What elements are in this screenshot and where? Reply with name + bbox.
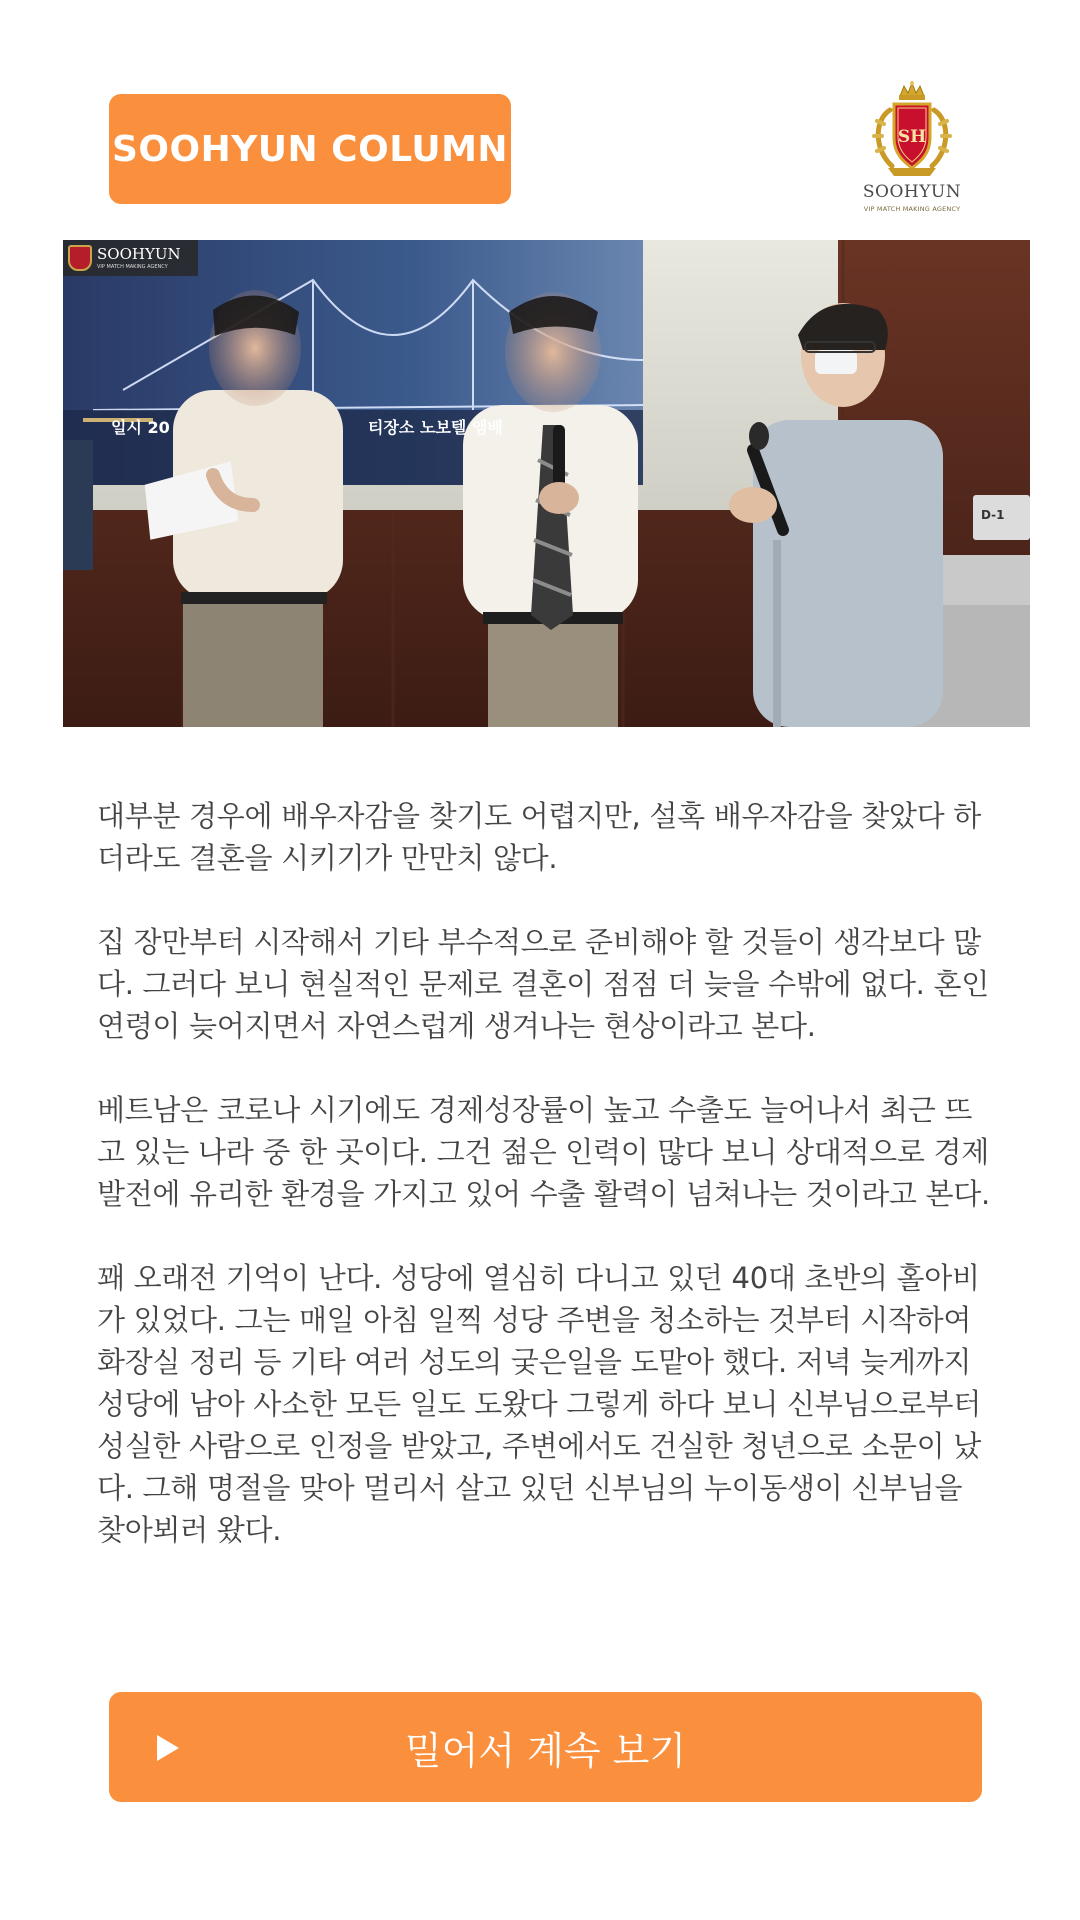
brand-name: SOOHYUN [862,182,962,202]
photo-watermark [63,240,198,276]
watermark-name: SOOHYUN [97,244,181,263]
article-paragraph: 집 장만부터 시작해서 기타 부수적으로 준비해야 할 것들이 생각보다 많다. 그러다 보니 현실적인 문제로 결혼이 점점 더 늦을 수밖에 없다. 혼인연령이 늦어지면서 자연스럽게 생겨나는 현상이라고 본다. [97,925,989,1043]
column-badge [109,94,511,204]
event-photo-illustration [63,240,1030,727]
laptop-sticker: D-1 [981,508,1005,522]
article-paragraph: 대부분 경우에 배우자감을 찾기도 어렵지만, 설혹 배우자감을 찾았다 하더라도 결혼을 시키기가 만만치 않다. [97,799,981,875]
continue-reading-label: 밀어서 계속 보기 [404,1728,687,1773]
watermark-tagline: VIP MATCH MAKING AGENCY [97,263,168,270]
continue-reading-button[interactable] [109,1692,982,1802]
crest-monogram: SH [897,127,927,147]
screen-caption-left: 일시 20 [111,418,170,437]
column-label: SOOHYUN COLUMN [111,128,509,170]
article-paragraph: 꽤 오래전 기억이 난다. 성당에 열심히 다니고 있던 40대 초반의 홀아비가 있었다. 그는 매일 아침 일찍 성당 주변을 청소하는 것부터 시작하여 화장실 정리 등 기타 여러 성도의 궂은일을 도맡아 했다. 저녁 늦게까지 성당에 남아 사소한 모든 일도 도왔다 그렇게 하다 보니 신부님으로부터 성실한 사람으로 인정을 받았고, 주변에서도 건실한 청년으로 소문이 났다. 그해 명절을 맞아 멀리서 살고 있던 신부님의 누이동생이 신부님을 찾아뵈러 왔다. [97,1261,981,1547]
brand-tagline: VIP MATCH MAKING AGENCY [863,205,961,213]
watermark-crest-icon [68,245,92,271]
event-photo [63,240,1030,727]
article-paragraph: 베트남은 코로나 시기에도 경제성장률이 높고 수출도 늘어나서 최근 뜨고 있는 나라 중 한 곳이다. 그건 젊은 인력이 많다 보니 상대적으로 경제발전에 유리한 환경을 가지고 있어 수출 활력이 넘쳐나는 것이라고 본다. [97,1093,990,1211]
royal-crest-icon [870,80,954,180]
screen-caption-right: 티장소 노보텔 앰배 [368,418,503,437]
article-body [97,795,997,1593]
brand-logo [852,80,972,220]
